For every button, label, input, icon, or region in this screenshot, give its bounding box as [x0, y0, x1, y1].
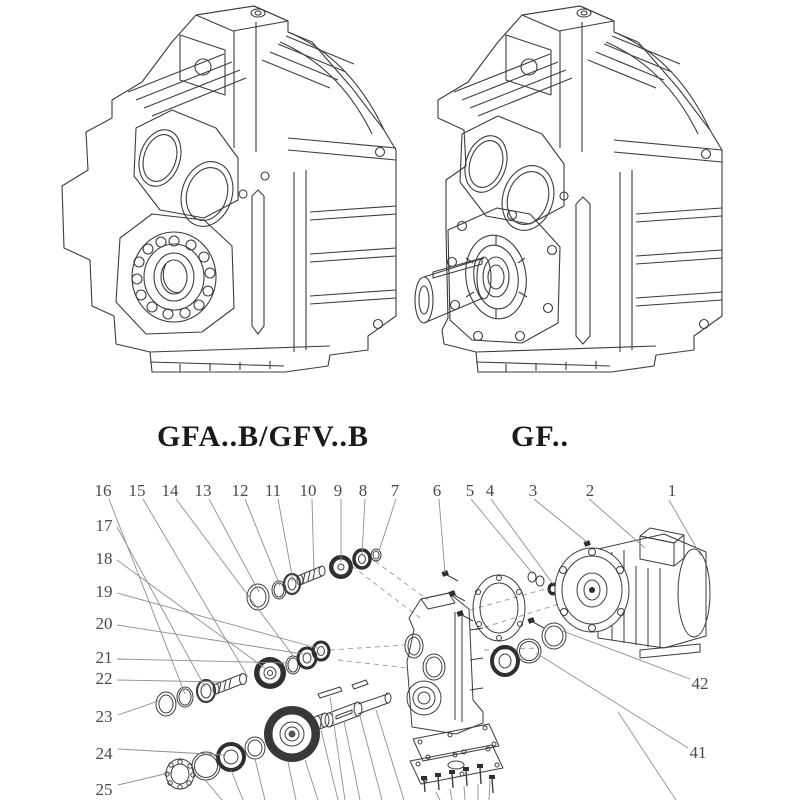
gearbox-drawing-solid-shaft	[415, 6, 722, 372]
housing-bolts	[421, 764, 495, 793]
callout-6: 6	[432, 481, 442, 500]
callout-9: 9	[333, 481, 343, 500]
callout-19: 19	[95, 582, 113, 601]
callout-8: 8	[358, 481, 368, 500]
motor-flange-cover	[473, 575, 525, 641]
callout-20: 20	[95, 614, 113, 633]
callout-22: 22	[95, 669, 113, 688]
callout-42: 42	[691, 674, 709, 693]
exploded-view	[156, 528, 710, 793]
callout-13: 13	[194, 481, 212, 500]
model-label-right: GF..	[511, 420, 569, 453]
callout-10: 10	[299, 481, 317, 500]
callout-18: 18	[95, 549, 113, 568]
callout-15: 15	[128, 481, 146, 500]
callout-4: 4	[485, 481, 495, 500]
model-label-left: GFA..B/GFV..B	[157, 420, 369, 453]
callout-2: 2	[585, 481, 595, 500]
callout-21: 21	[95, 648, 113, 667]
housing-part	[405, 593, 483, 734]
flange-bolts-and-washers	[441, 570, 558, 628]
callout-14: 14	[161, 481, 179, 500]
intermediate-shaft-assembly	[156, 642, 329, 716]
callout-11: 11	[264, 481, 282, 500]
callout-1: 1	[667, 481, 677, 500]
gearbox-drawing-hollow-shaft	[62, 6, 396, 372]
motor-side-bearing-set	[492, 623, 566, 675]
callout-5: 5	[465, 481, 475, 500]
callout-25: 25	[95, 780, 113, 799]
callout-24: 24	[95, 744, 113, 763]
motor-part	[555, 528, 710, 658]
callout-23: 23	[95, 707, 113, 726]
callout-3: 3	[528, 481, 538, 500]
callout-16: 16	[94, 481, 112, 500]
callout-12: 12	[231, 481, 249, 500]
callout-17: 17	[95, 516, 113, 535]
callout-41: 41	[689, 743, 707, 762]
callout-7: 7	[390, 481, 400, 500]
